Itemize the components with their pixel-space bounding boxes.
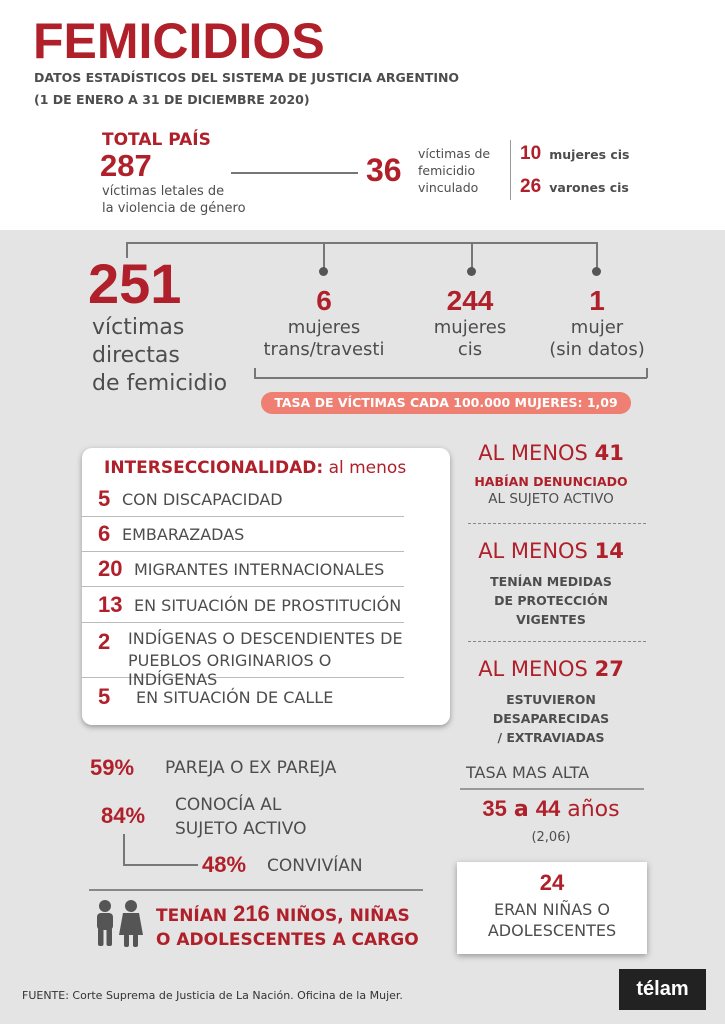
breakdown-trans-line1: mujeres [287, 317, 361, 338]
women-cis-number: 10 [520, 143, 542, 164]
item-label-line2: PUEBLOS ORIGINARIOS O INDÍGENAS [128, 651, 332, 689]
item-number: 2 [98, 629, 111, 654]
list-item [82, 552, 404, 587]
relation-connector-h [123, 864, 198, 866]
list-item [82, 680, 404, 714]
item-label: EMBARAZADAS [122, 525, 245, 544]
item-number: 6 [98, 521, 111, 546]
item-number: 20 [98, 556, 123, 581]
stat-missing-prefix: AL MENOS [478, 657, 588, 681]
stat-missing-line2: DESAPARECIDAS [492, 711, 610, 726]
age-rate-value: (2,06) [531, 830, 571, 845]
children-number: 216 [233, 901, 270, 926]
breakdown-cis [420, 285, 520, 361]
stat-missing [466, 654, 636, 747]
relation-pct3: 48% [202, 852, 247, 877]
breakdown-cis-line1: mujeres [433, 317, 507, 338]
page-title: FEMICIDIOS [33, 13, 325, 69]
intersectionality-title [104, 458, 406, 478]
connector-line [231, 172, 358, 174]
item-number: 5 [98, 486, 111, 511]
children-icon [92, 898, 144, 950]
stat-protection-line2: DE PROTECCIÓN [494, 593, 608, 608]
breakdown-unknown-line1: mujer [570, 317, 624, 338]
footer-source: FUENTE: Corte Suprema de Justicia de La Nación. Oficina de la Mujer. [22, 989, 403, 1002]
men-cis-label: varones cis [549, 180, 629, 195]
stat-protection-line1: TENÍAN MEDIDAS [490, 574, 612, 589]
women-cis-stat [520, 143, 630, 165]
stat-denounced-prefix: AL MENOS [478, 441, 588, 465]
stat-protection-number: 14 [594, 539, 624, 563]
tree-dot-3 [592, 267, 601, 276]
direct-line3: de femicidio [92, 371, 228, 396]
stat-missing-line1: ESTUVIERON [506, 692, 596, 707]
bracket-right [646, 368, 648, 378]
vinculado-desc-line1: víctimas de [418, 146, 491, 161]
list-item [82, 623, 404, 689]
item-number: 5 [98, 684, 111, 709]
rate-banner: TASA DE VÍCTIMAS CADA 100.000 MUJERES: 1,09 [261, 392, 631, 414]
breakdown-trans-line2: trans/travesti [263, 339, 385, 360]
girls-line1: ERAN NIÑAS O [493, 900, 610, 919]
breakdown-cis-line2: cis [457, 339, 483, 360]
age-rate-underline [460, 788, 644, 790]
stat-denounced [466, 438, 636, 507]
stat-denounced-line2: AL SUJETO ACTIVO [488, 491, 614, 507]
vinculado-divider [510, 140, 511, 200]
breakdown-unknown [537, 285, 657, 361]
relation-pct2: 84% [101, 803, 146, 828]
men-cis-number: 26 [520, 176, 542, 197]
stat-denounced-number: 41 [594, 441, 624, 465]
women-cis-label: mujeres cis [549, 147, 630, 162]
relation-connector-v [123, 834, 125, 865]
stat-denounced-line1: HABÍAN DENUNCIADO [474, 474, 628, 489]
bracket-left [254, 368, 256, 378]
breakdown-trans [250, 285, 398, 361]
breakdown-cis-number: 244 [446, 285, 494, 316]
stat-missing-number: 27 [594, 657, 624, 681]
direct-number: 251 [88, 252, 182, 315]
item-number: 13 [98, 592, 123, 617]
girls-number: 24 [539, 870, 565, 895]
telam-logo [619, 969, 706, 1010]
breakdown-unknown-number: 1 [589, 285, 605, 316]
item-label-line1: INDÍGENAS O DESCENDIENTES DE [128, 629, 403, 648]
stat-missing-line3: / EXTRAVIADAS [497, 730, 605, 745]
relation-pct1: 59% [90, 755, 135, 780]
header-section [0, 0, 725, 230]
item-label: MIGRANTES INTERNACIONALES [134, 560, 385, 579]
age-range-connector: a [513, 797, 529, 822]
total-desc-line2: la violencia de género [102, 201, 246, 216]
age-rate-label: TASA MAS ALTA [466, 763, 590, 782]
stat-protection [466, 536, 636, 629]
item-label: CON DISCAPACIDAD [122, 490, 283, 509]
children-suffix: NIÑOS, NIÑAS [275, 906, 410, 926]
vinculado-desc-line2: femicidio [418, 163, 476, 178]
children-prefix: TENÍAN [156, 906, 228, 926]
age-range-end: 44 [535, 796, 561, 821]
stat-protection-prefix: AL MENOS [478, 539, 588, 563]
item-label: EN SITUACIÓN DE CALLE [136, 688, 334, 707]
children-text [156, 902, 419, 952]
tree-drop-2 [471, 242, 473, 270]
bracket-bottom [254, 377, 647, 379]
vinculado-desc-line3: vinculado [418, 180, 479, 195]
relation-label2-line1: CONOCÍA AL [175, 795, 282, 815]
total-desc-line1: víctimas letales de [102, 184, 225, 199]
page-subtitle: DATOS ESTADÍSTICOS DEL SISTEMA DE JUSTICIA ARGENTINO [34, 70, 460, 85]
direct-line1: víctimas [92, 315, 185, 340]
tree-dot-2 [467, 267, 476, 276]
intersectionality-title-text: INTERSECCIONALIDAD: [104, 458, 324, 478]
children-divider [89, 889, 423, 891]
tree-top-line [126, 242, 597, 244]
list-item [82, 588, 404, 623]
intersectionality-box [82, 448, 450, 725]
relation-label1: PAREJA O EX PAREJA [165, 758, 337, 778]
intersectionality-title-suffix: al menos [328, 458, 407, 478]
direct-line2: directas [92, 343, 180, 368]
girls-box [457, 862, 647, 954]
age-range-start: 35 [482, 796, 507, 821]
stat-protection-line3: VIGENTES [516, 612, 586, 627]
tree-drop-3 [596, 242, 598, 270]
stat-divider-2 [468, 641, 646, 642]
breakdown-trans-number: 6 [316, 285, 332, 316]
total-label: TOTAL PAÍS [102, 130, 211, 150]
tree-drop-1 [323, 242, 325, 270]
relation-label3: CONVIVÍAN [267, 856, 363, 876]
girls-line2: ADOLESCENTES [487, 921, 617, 940]
tree-dot-1 [319, 267, 328, 276]
children-line2: O ADOLESCENTES A CARGO [156, 930, 419, 950]
list-item [82, 517, 404, 552]
item-label: EN SITUACIÓN DE PROSTITUCIÓN [134, 596, 402, 615]
page-period: (1 DE ENERO A 31 DE DICIEMBRE 2020) [34, 92, 310, 107]
telam-logo-text: télam [636, 978, 689, 1000]
list-item [82, 482, 404, 517]
stat-divider-1 [468, 523, 646, 524]
vinculado-number: 36 [366, 152, 402, 188]
total-number: 287 [100, 148, 152, 183]
breakdown-unknown-line2: (sin datos) [549, 339, 645, 360]
men-cis-stat [520, 176, 629, 198]
age-range-unit: años [567, 797, 620, 822]
age-rate-range [456, 796, 646, 822]
relation-label2-line2: SUJETO ACTIVO [175, 819, 307, 839]
